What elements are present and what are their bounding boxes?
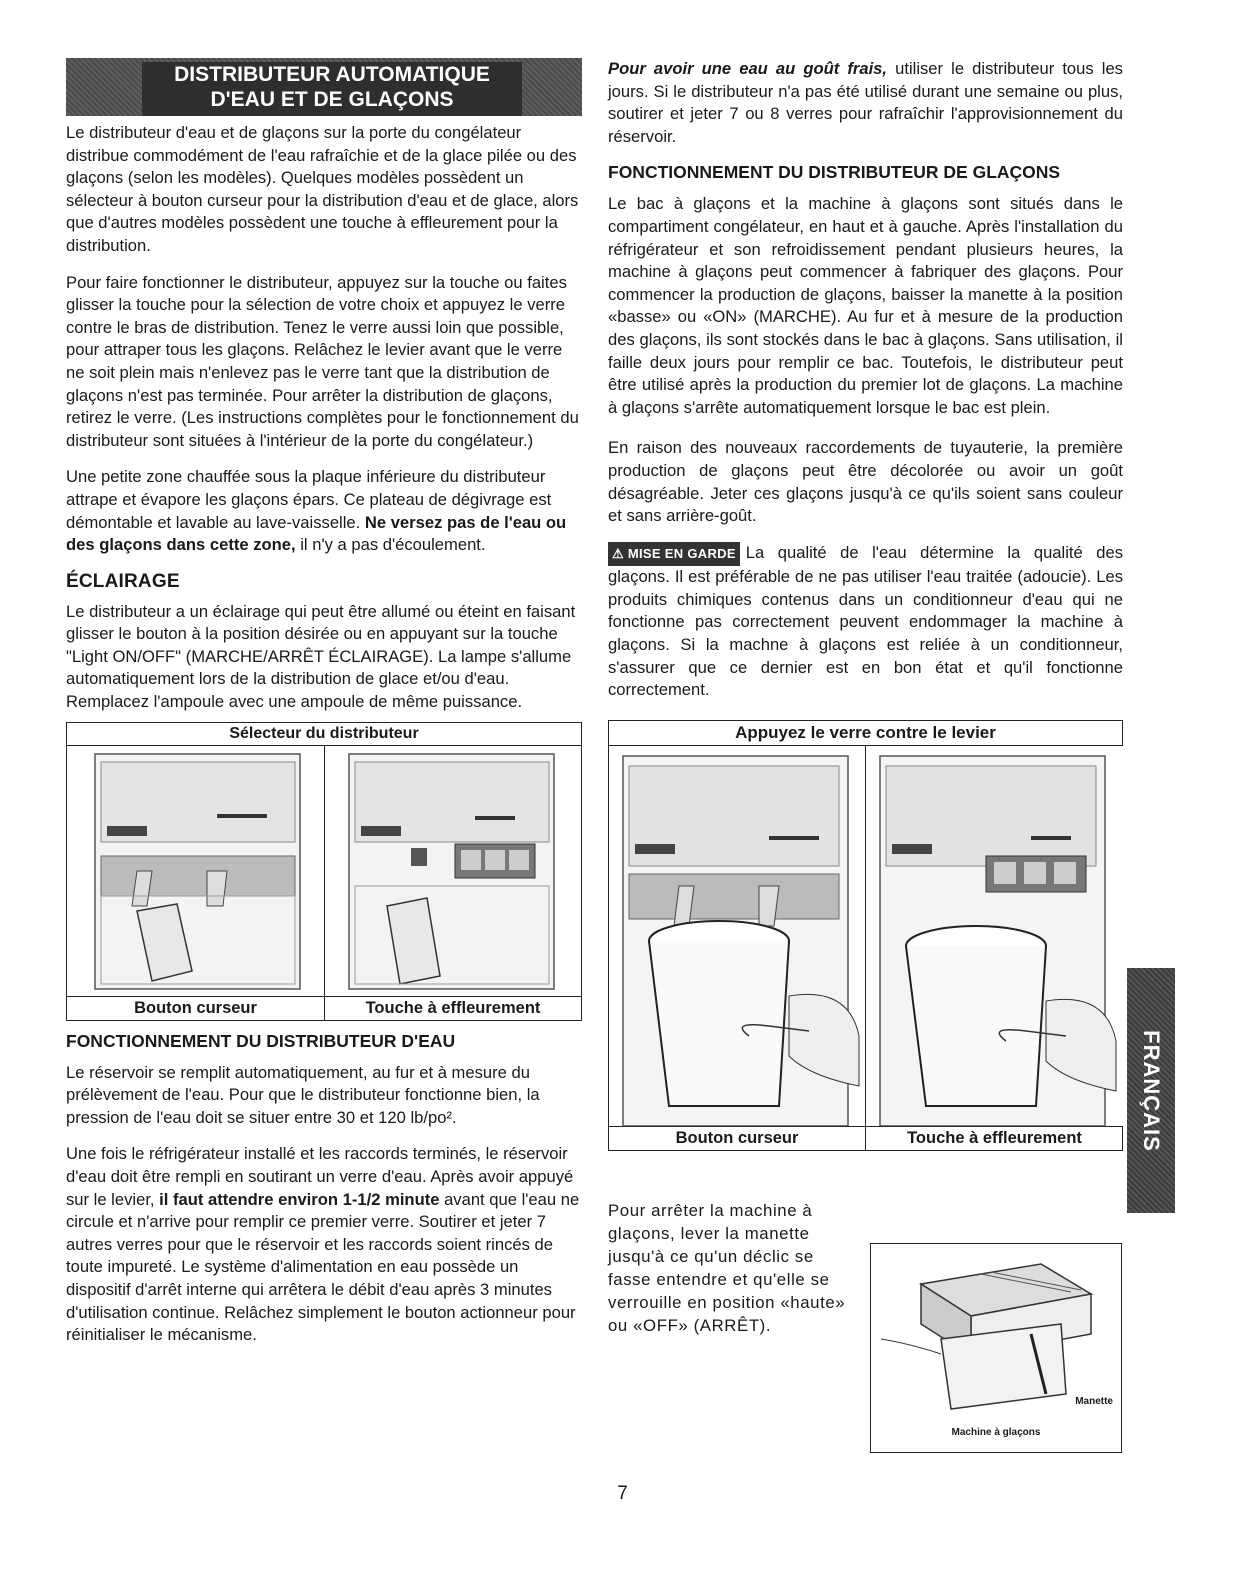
water-text: Une fois le réfrigérateur installé et les raccords terminés, le réservoir d'eau doit être rempli en soutirant un verre d'eau. Après avoir appuyé sur le levier,	[66, 1144, 574, 1209]
fresh-water-lead: Pour avoir une eau au goût frais,	[608, 59, 888, 78]
panel-slide-button	[609, 746, 866, 1150]
defrost-text: Une petite zone chauffée sous la plaque inférieure du distributeur attrape et évapore les glaçons épars. Ce plateau de dégivrage est démontable et lavable au lave-vaisselle.	[66, 467, 552, 532]
language-tab	[1127, 968, 1175, 1213]
heading-eclairage: ÉCLAIRAGE	[66, 570, 180, 592]
defrost-warning: Ne versez pas de l'eau ou des glaçons dans cette zone,	[66, 512, 567, 555]
section-banner	[66, 58, 582, 116]
operation-paragraph: Pour faire fonctionner le distributeur, appuyez sur la touche ou faites glisser la touche pour la sélection de votre choix et appuyez le verre contre le bras de distribution. Tenez le verre aussi loin que possible, pour attraper tous les glaçons. Relâchez le levier avant que le verre ne soit plein mais n'enlevez pas le verre tant que la distribution de glaçons n'est pas terminée. Pour arrêter la distribution de glaçons, retirez le verre. (Les instructions complètes pour le fonctionnement du distributeur sont situées à l'intérieur de la porte du congélateur.)	[66, 272, 579, 450]
banner-line-2: D'EAU ET DE GLAÇONS	[210, 88, 454, 111]
water-wait-notice: il faut attendre environ 1-1/2 minute	[159, 1189, 440, 1209]
glass-illustration	[609, 746, 865, 1126]
fresh-water-paragraph	[608, 58, 1123, 148]
dispenser-illustration	[325, 746, 580, 996]
tubing-paragraph: En raison des nouveaux raccordements de tuyauterie, la première production de glaçons peut être décolorée ou avoir un goût désagréable. Jeter ces glaçons jusqu'à ce qu'ils soient sans couleur et sans arrière-goût.	[608, 438, 1123, 526]
panel-slide-button	[67, 746, 325, 1020]
page-number: 7	[617, 1483, 628, 1504]
right-column	[608, 58, 1123, 1351]
figure-press-glass	[608, 720, 1123, 1151]
water-paragraph-2	[66, 1143, 582, 1346]
defrost-text-end: il n'y a pas d'écoulement.	[295, 535, 486, 555]
water-text-end: avant que l'eau ne circule et n'arrive pour remplir ce premier verre. Soutirer et jeter 7 autres verres pour que le réservoir et les raccords soient rincés de toute impureté. Le système d'alimentation en eau possède un dispositif d'arrêt interne qui arrêtera le débit d'eau après 3 minutes d'utilisation continue. Relâchez simplement le bouton actionneur pour réinitialiser le mécanisme.	[66, 1189, 580, 1345]
figure-caption: Sélecteur du distributeur	[67, 723, 581, 746]
label-touch-pad: Touche à effleurement	[866, 1126, 1123, 1150]
lighting-paragraph: Le distributeur a un éclairage qui peut être allumé ou éteint en faisant glisser le bouton à la position désirée ou en appuyant sur la touche "Light ON/OFF" (MARCHE/ARRÊT ÉCLAIRAGE). La lampe s'allume automatiquement lors de la distribution de glace et/ou d'eau. Remplacez l'ampoule avec une ampoule de même puissance.	[66, 601, 576, 712]
defrost-paragraph	[66, 466, 582, 556]
glass-illustration	[866, 746, 1123, 1126]
warning-paragraph	[608, 542, 1123, 702]
dispenser-illustration	[67, 746, 324, 996]
section-banner-title	[142, 62, 522, 116]
label-slide-button: Bouton curseur	[609, 1126, 865, 1150]
banner-line-1: DISTRIBUTEUR AUTOMATIQUE	[174, 63, 490, 86]
panel-touch-pad	[866, 746, 1123, 1150]
label-icemaker: Machine à glaçons	[951, 1427, 1041, 1438]
figure-icemaker	[870, 1243, 1122, 1453]
label-handle: Manette	[1075, 1396, 1113, 1407]
label-touch-pad: Touche à effleurement	[325, 996, 581, 1020]
figure-dispenser-selector	[66, 722, 582, 1021]
left-column	[66, 58, 582, 1361]
panel-touch-pad	[325, 746, 581, 1020]
warning-text: La qualité de l'eau détermine la qualité des glaçons. Il est préférable de ne pas utiliser l'eau traitée (adoucie). Les produits chimiques contenus dans un conditionneur d'eau qui ne fonctionne pas correctement peuvent endommager la machine à glaçons. Si la machne à glaçons est reliée à un conditionneur, s'assurer que ce dernier est en bon état et qu'il fonctionne correctement.	[608, 542, 1123, 700]
icemaker-stop-paragraph: Pour arrêter la machine à glaçons, lever la manette jusqu'à ce qu'un déclic se fasse entendre et qu'elle se verrouille en position «haute» ou «OFF» (ARRÊT).	[608, 1200, 846, 1335]
label-slide-button: Bouton curseur	[67, 996, 324, 1020]
ice-paragraph: Le bac à glaçons et la machine à glaçons sont situés dans le compartiment congélateur, en haut et à gauche. Après l'installation du réfrigérateur et son refroidissement pendant plusieurs heures, la machine à glaçons peut commencer à fabriquer des glaçons. Pour commencer la production de glaçons, baisser la manette à la position «basse» ou «ON» (MARCHE). Au fur et à mesure de la production des glaçons, ils sont stockés dans le bac à glaçons. Sans utilisation, il faille deux jours pour remplir ce bac. Toutefois, le distributeur peut être utilisé après la production du premier lot de glaçons. La machine à glaçons s'arrête automatiquement lorsque le bac est plein.	[608, 194, 1123, 417]
language-tab-label: FRANÇAIS	[1139, 1029, 1164, 1152]
heading-ice-dispenser: FONCTIONNEMENT DU DISTRIBUTEUR DE GLAÇONS	[608, 162, 1061, 183]
water-paragraph-1: Le réservoir se remplit automatiquement, au fur et à mesure du prélèvement de l'eau. Pour que le distributeur fonctionne bien, la pression de l'eau doit se situer entre 30 et 120 lb/po².	[66, 1062, 540, 1127]
figure-caption: Appuyez le verre contre le levier	[609, 721, 1122, 746]
fresh-water-text: utiliser le distributeur tous les jours. Si le distributeur n'a pas été utilisé durant une semaine ou plus, soutirer et jeter 7 ou 8 verres pour rafraîchir l'approvisionnement du réservoir.	[608, 59, 1123, 146]
warning-label: MISE EN GARDE	[627, 545, 736, 561]
intro-paragraph: Le distributeur d'eau et de glaçons sur la porte du congélateur distribue commodément de l'eau rafraîchie et de la glace pilée ou des glaçons (selon les modèles). Quelques modèles possèdent un sélecteur à bouton curseur pour la distribution d'eau et de glace, alors que d'autres modèles possèdent une touche à effleurement pour la distribution.	[66, 123, 579, 255]
warning-badge: ⚠ MISE EN GARDE	[608, 542, 740, 567]
heading-water-dispenser: FONCTIONNEMENT DU DISTRIBUTEUR D'EAU	[66, 1030, 456, 1051]
